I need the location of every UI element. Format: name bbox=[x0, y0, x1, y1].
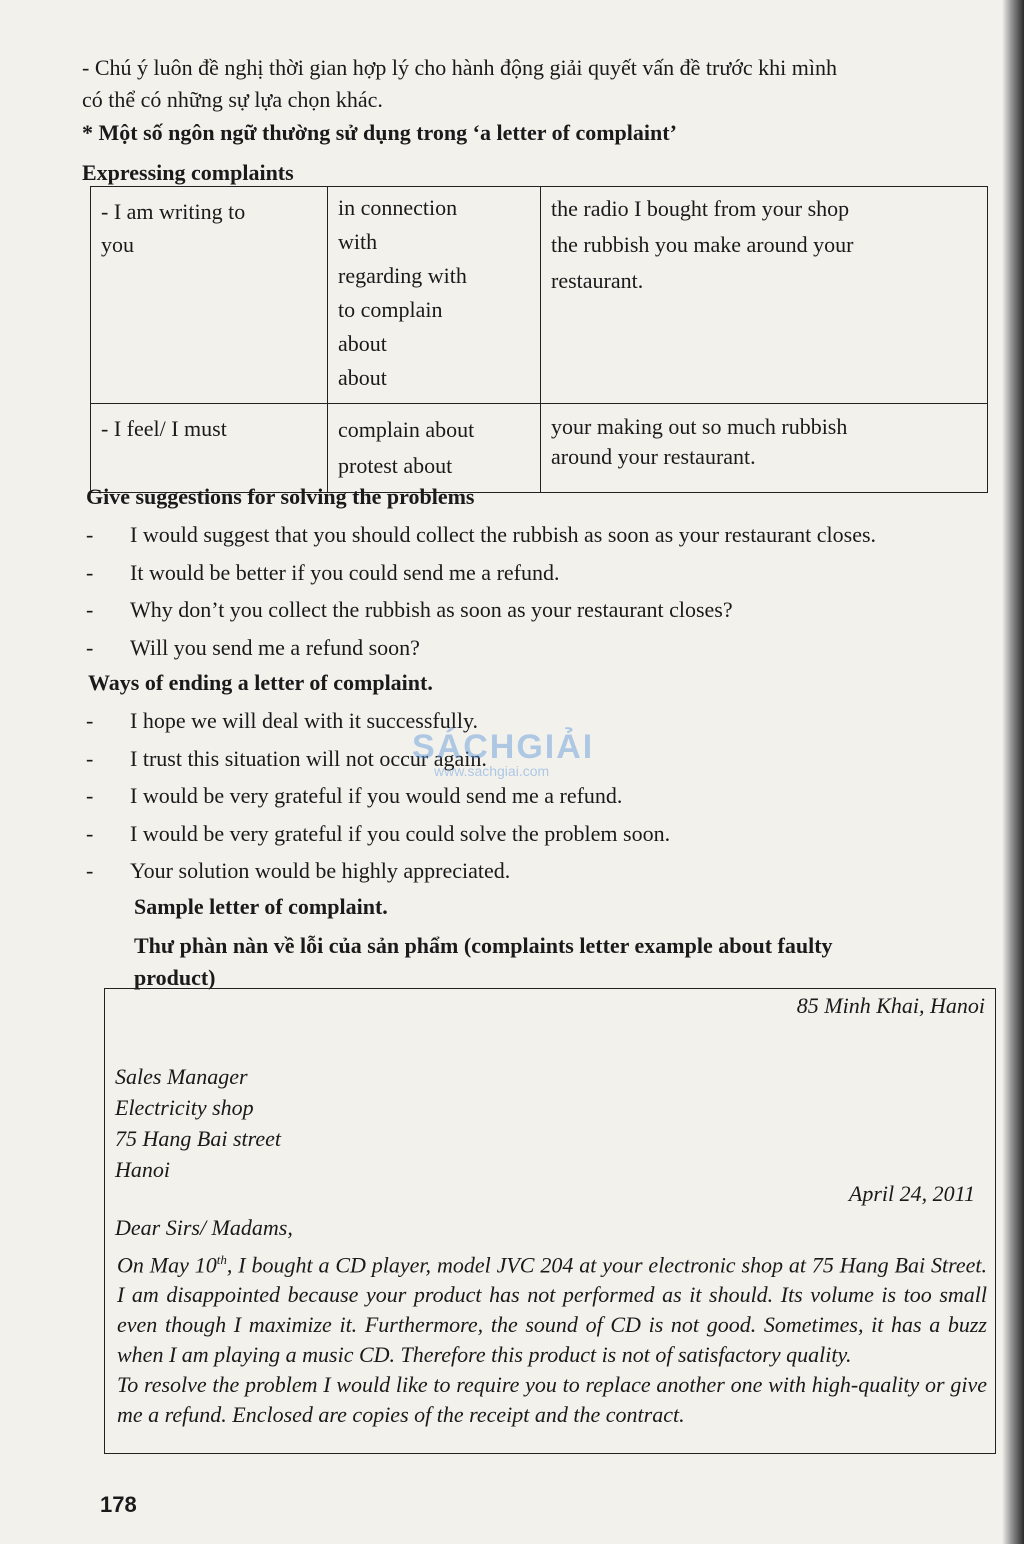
watermark-url: www.sachgiai.com bbox=[434, 763, 550, 779]
table-cell bbox=[328, 404, 541, 493]
cell-line: regarding with bbox=[338, 263, 467, 288]
watermark-logo-text: SÁCHGIẢI bbox=[412, 728, 595, 766]
letter-paragraph-1 bbox=[117, 1245, 987, 1370]
sample-letter bbox=[104, 988, 996, 1454]
recipient-line: Hanoi bbox=[115, 1157, 170, 1182]
watermark-logo bbox=[412, 728, 632, 818]
cell-line: restaurant. bbox=[551, 268, 644, 293]
salutation: Dear Sirs/ Madams, bbox=[115, 1215, 293, 1240]
sample-subtitle bbox=[134, 930, 1000, 994]
cell-line: - I am writing to bbox=[101, 199, 246, 224]
expressing-complaints-table bbox=[90, 186, 988, 493]
recipient-line: Electricity shop bbox=[115, 1095, 254, 1120]
letter-body bbox=[117, 1245, 987, 1430]
cell-line: your making out so much rubbish bbox=[551, 414, 848, 439]
cell-line: to complain bbox=[338, 297, 443, 322]
table-cell bbox=[91, 404, 328, 493]
cell-line: you bbox=[101, 232, 134, 257]
list-item: - I would be very grateful if you could solve the problem soon. bbox=[86, 815, 986, 853]
page-number: 178 bbox=[100, 1492, 137, 1517]
table-cell bbox=[91, 187, 328, 404]
cell-line: the radio I bought from your shop bbox=[551, 196, 850, 221]
intro-note bbox=[82, 52, 994, 116]
list-item: - I hope we will deal with it successfully. bbox=[86, 702, 986, 740]
list-item: - Your solution would be highly appreciated. bbox=[86, 852, 986, 890]
suggestions-title: Give suggestions for solving the problems bbox=[86, 484, 475, 509]
list-item: - I trust this situation will not occur again. bbox=[86, 740, 986, 778]
section-title: * Một số ngôn ngữ thường sử dụng trong ‘a letter of complaint’ bbox=[82, 120, 677, 145]
table-row bbox=[91, 404, 988, 493]
cell-line: about bbox=[338, 365, 387, 390]
superscript: th bbox=[216, 1252, 227, 1267]
cell-line: around your restaurant. bbox=[551, 444, 756, 469]
intro-line-1: - Chú ý luôn đề nghị thời gian hợp lý cho hành động giải quyết vấn đề trước khi mình bbox=[82, 55, 837, 80]
cell-line: the rubbish you make around your bbox=[551, 232, 854, 257]
sample-subtitle-line-1: Thư phàn nàn về lỗi của sản phẩm (complaints letter example about faulty bbox=[134, 933, 833, 958]
letter-text: On May 10 bbox=[117, 1252, 217, 1278]
intro-line-2: có thể có những sự lựa chọn khác. bbox=[82, 87, 383, 112]
letter-date: April 24, 2011 bbox=[848, 1181, 975, 1206]
table-row bbox=[91, 187, 988, 404]
table-cell bbox=[541, 404, 988, 493]
expressing-complaints-title: Expressing complaints bbox=[82, 160, 294, 185]
list-item: - I would suggest that you should collect the rubbish as soon as your restaurant closes. bbox=[86, 516, 986, 554]
recipient-line: Sales Manager bbox=[115, 1064, 248, 1089]
cell-line: in connection bbox=[338, 195, 458, 220]
list-item: - I would be very grateful if you would send me a refund. bbox=[86, 777, 986, 815]
recipient-address bbox=[115, 1061, 281, 1185]
list-item: - Why don’t you collect the rubbish as soon as your restaurant closes? bbox=[86, 591, 986, 629]
sample-title: Sample letter of complaint. bbox=[134, 894, 388, 919]
endings-title: Ways of ending a letter of complaint. bbox=[88, 670, 433, 695]
recipient-line: 75 Hang Bai street bbox=[115, 1126, 281, 1151]
sender-address: 85 Minh Khai, Hanoi bbox=[796, 993, 985, 1018]
cell-line: complain about bbox=[338, 417, 475, 442]
sample-subtitle-line-2: product) bbox=[134, 965, 216, 990]
cell-line: with bbox=[338, 229, 378, 254]
cell-line: protest about bbox=[338, 453, 453, 478]
list-item: - Will you send me a refund soon? bbox=[86, 629, 986, 667]
table-cell bbox=[541, 187, 988, 404]
suggestions-list bbox=[86, 516, 986, 666]
letter-paragraph-2: To resolve the problem I would like to require you to replace another one with high-quality or give me a refund. Enclosed are copies of the receipt and the contract. bbox=[117, 1372, 987, 1428]
table-cell bbox=[328, 187, 541, 404]
page-binding-edge bbox=[1002, 0, 1024, 1544]
list-item: - It would be better if you could send me a refund. bbox=[86, 554, 986, 592]
letter-text: , I bought a CD player, model JVC 204 at your electronic shop at 75 Hang Bai Street. I am disappointed because your product has not performed as it should. Its volume is too small even though I maximize it. Furthermore, the sound of CD is not good. Sometimes, it has a buzz when I am playing a music CD. Therefore this product is not of satisfactory quality. bbox=[117, 1252, 987, 1368]
cell-line: about bbox=[338, 331, 387, 356]
cell-line: - I feel/ I must bbox=[101, 416, 227, 441]
